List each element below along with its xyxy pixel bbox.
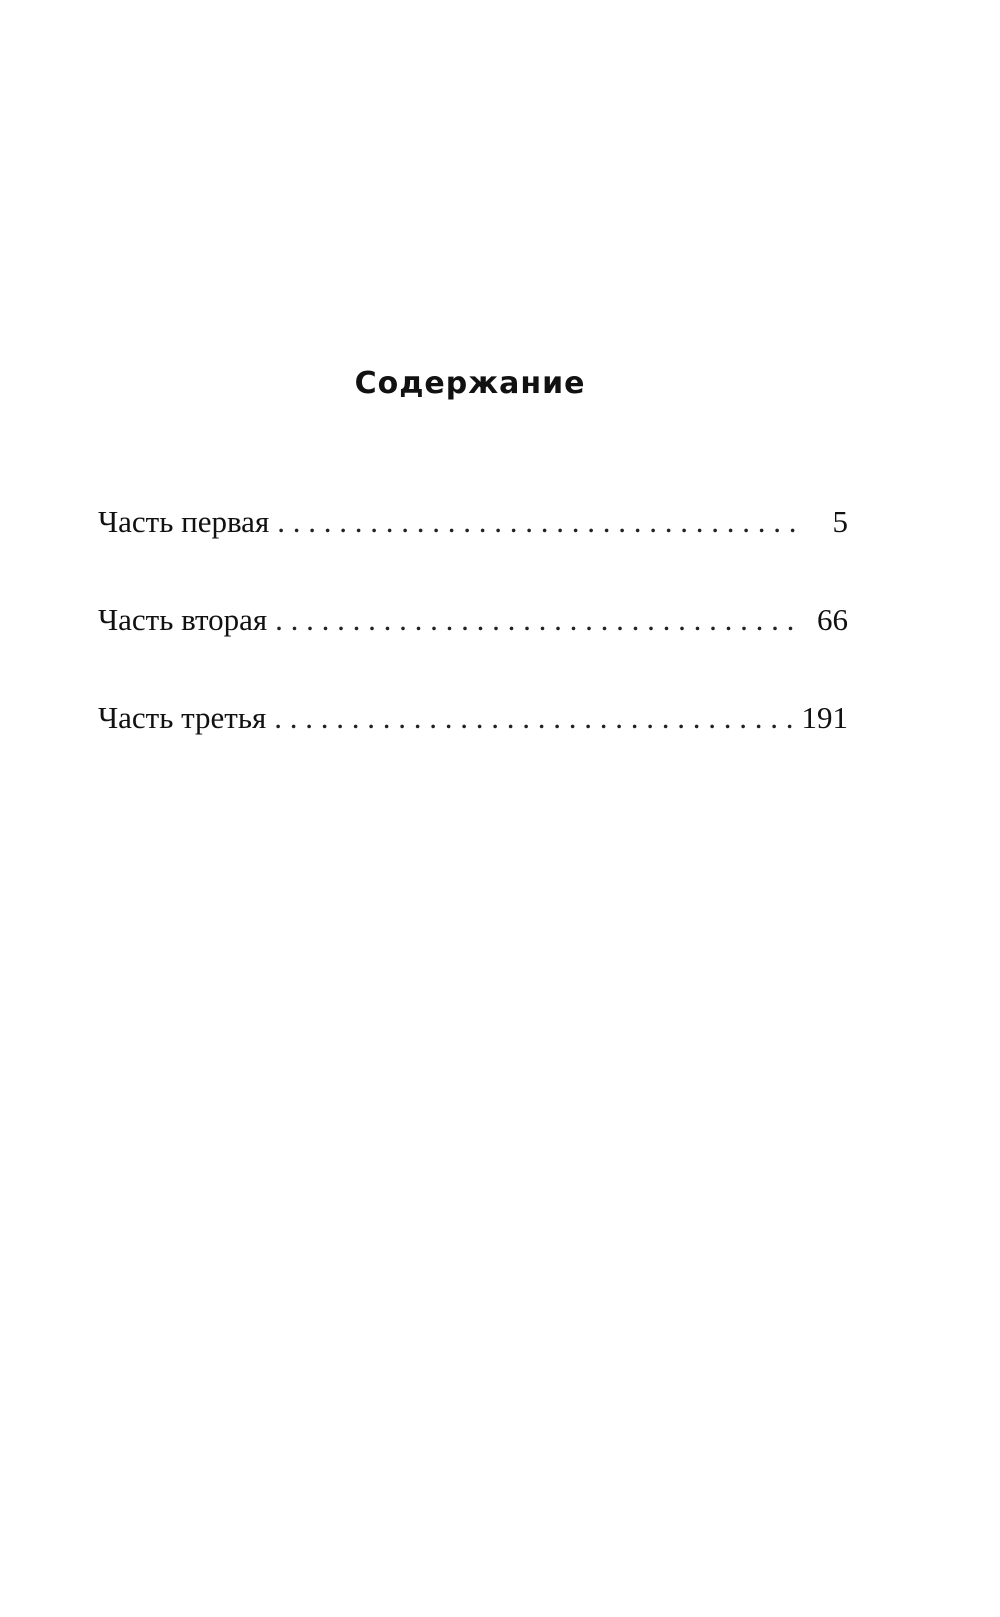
toc-entry-page-number: 191 [801,700,848,735]
toc-entry-label: Часть третья [98,700,267,735]
page-title: Содержание [354,366,586,401]
dot-leader [275,602,802,638]
toc-entry-part-one [98,504,848,544]
dot-leader [274,700,795,736]
toc-entry-part-two [98,602,848,642]
toc-entry-label: Часть первая [98,504,270,539]
toc-entry-page-number: 5 [832,504,848,539]
toc-entry-part-three [98,700,848,740]
toc-entry-page-number: 66 [817,602,848,637]
dot-leader [277,504,802,540]
toc-entry-label: Часть вторая [98,602,268,637]
